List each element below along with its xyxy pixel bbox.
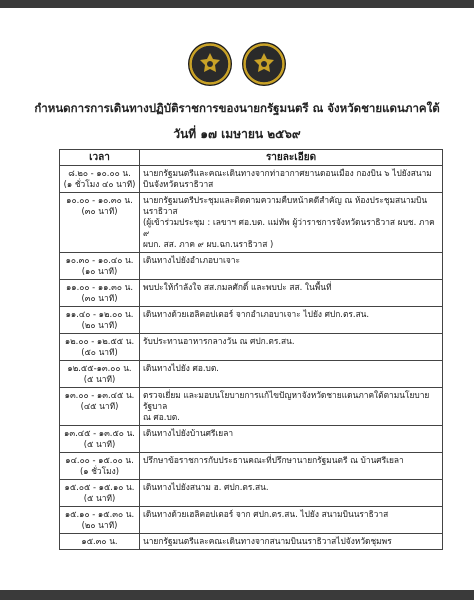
table-row xyxy=(60,453,443,480)
schedule-table xyxy=(59,149,443,550)
time-cell: ๑๓.๐๐ - ๑๓.๔๕ น. (๔๕ นาที) xyxy=(60,388,140,426)
time-cell: ๑๐.๓๐ - ๑๐.๔๐ น. (๑๐ นาที) xyxy=(60,253,140,280)
detail-cell: เดินทางด้วยเฮลิคอปเตอร์ จาก ศปก.ตร.สน. ไปยัง สนามบินนราธิวาส xyxy=(140,507,443,534)
column-header-detail: รายละเอียด xyxy=(140,150,443,166)
time-cell: ๑๑.๔๐ - ๑๒.๐๐ น. (๒๐ นาที) xyxy=(60,307,140,334)
time-cell: ๘.๒๐ - ๑๐.๐๐ น. (๑ ชั่วโมง ๔๐ นาที) xyxy=(60,166,140,193)
table-row xyxy=(60,388,443,426)
table-row xyxy=(60,280,443,307)
logo-row xyxy=(0,42,474,86)
government-seal-icon-left xyxy=(188,42,232,86)
table-row xyxy=(60,193,443,253)
document-date: วันที่ ๑๗ เมษายน ๒๕๖๙ xyxy=(173,127,301,141)
detail-cell: ตรวจเยี่ยม และมอบนโยบายการแก้ไขปัญหาจังหวัดชายแดนภาคใต้ตามนโยบายรัฐบาล ณ ศอ.บต. xyxy=(140,388,443,426)
detail-cell: เดินทางไปยังอำเภอบาเจาะ xyxy=(140,253,443,280)
time-cell: ๑๑.๐๐ - ๑๑.๓๐ น. (๓๐ นาที) xyxy=(60,280,140,307)
table-row xyxy=(60,426,443,453)
time-cell: ๑๒.๕๕-๑๓.๐๐ น. (๕ นาที) xyxy=(60,361,140,388)
table-row xyxy=(60,334,443,361)
time-cell: ๑๒.๐๐ - ๑๒.๕๕ น. (๕๐ นาที) xyxy=(60,334,140,361)
table-header-row xyxy=(60,150,443,166)
table-row xyxy=(60,480,443,507)
time-cell: ๑๕.๑๐ - ๑๕.๓๐ น. (๒๐ นาที) xyxy=(60,507,140,534)
table-row xyxy=(60,534,443,550)
government-seal-icon-right xyxy=(242,42,286,86)
detail-cell: ปรึกษาข้อราชการกับประธานคณะที่ปรึกษานายกรัฐมนตรี ณ บ้านศรีเยลา xyxy=(140,453,443,480)
time-cell: ๑๕.๓๐ น. xyxy=(60,534,140,550)
detail-cell: เดินทางไปยังสนาม ฮ. ศปก.ตร.สน. xyxy=(140,480,443,507)
detail-cell: รับประทานอาหารกลางวัน ณ ศปก.ตร.สน. xyxy=(140,334,443,361)
time-cell: ๑๕.๐๕ - ๑๕.๑๐ น. (๕ นาที) xyxy=(60,480,140,507)
top-frame-bar xyxy=(0,0,474,8)
detail-cell: เดินทางไปยัง ศอ.บต. xyxy=(140,361,443,388)
table-row xyxy=(60,507,443,534)
bottom-frame-bar xyxy=(0,590,474,600)
detail-cell: พบปะให้กำลังใจ สส.กมลศักดิ์ และพบปะ สส. ในพื้นที่ xyxy=(140,280,443,307)
table-row xyxy=(60,307,443,334)
time-cell: ๑๐.๐๐ - ๑๐.๓๐ น. (๓๐ นาที) xyxy=(60,193,140,253)
column-header-time: เวลา xyxy=(60,150,140,166)
detail-cell: นายกรัฐมนตรีประชุมและติดตามความคืบหน้าคดีสำคัญ ณ ห้องประชุมสนามบินนราธิวาส (ผู้เข้าร่วมประชุม : เลขาฯ ศอ.บต. แม่ทัพ ผู้ว่าราชการจังหวัดนราธิวาส ผบช. ภาค ๙ ผบก. สส. ภาค ๙ ผบ.ฉก.นราธิวาส ) xyxy=(140,193,443,253)
table-row xyxy=(60,253,443,280)
detail-cell: เดินทางไปยังบ้านศรีเยลา xyxy=(140,426,443,453)
time-cell: ๑๓.๔๕ - ๑๓.๕๐ น. (๕ นาที) xyxy=(60,426,140,453)
time-cell: ๑๔.๐๐ - ๑๕.๐๐ น. (๑ ชั่วโมง) xyxy=(60,453,140,480)
detail-cell: เดินทางด้วยเฮลิคอปเตอร์ จากอำเภอบาเจาะ ไปยัง ศปก.ตร.สน. xyxy=(140,307,443,334)
detail-cell: นายกรัฐมนตรีและคณะเดินทางจากท่าอากาศยานดอนเมือง กองบิน ๖ ไปยังสนามบินจังหวัดนราธิวาส xyxy=(140,166,443,193)
document-title: กำหนดการการเดินทางปฏิบัติราชการของนายกรัฐมนตรี ณ จังหวัดชายแดนภาคใต้ xyxy=(34,101,440,115)
table-row xyxy=(60,166,443,193)
detail-cell: นายกรัฐมนตรีและคณะเดินทางจากสนามบินนราธิวาสไปจังหวัดชุมพร xyxy=(140,534,443,550)
table-row xyxy=(60,361,443,388)
